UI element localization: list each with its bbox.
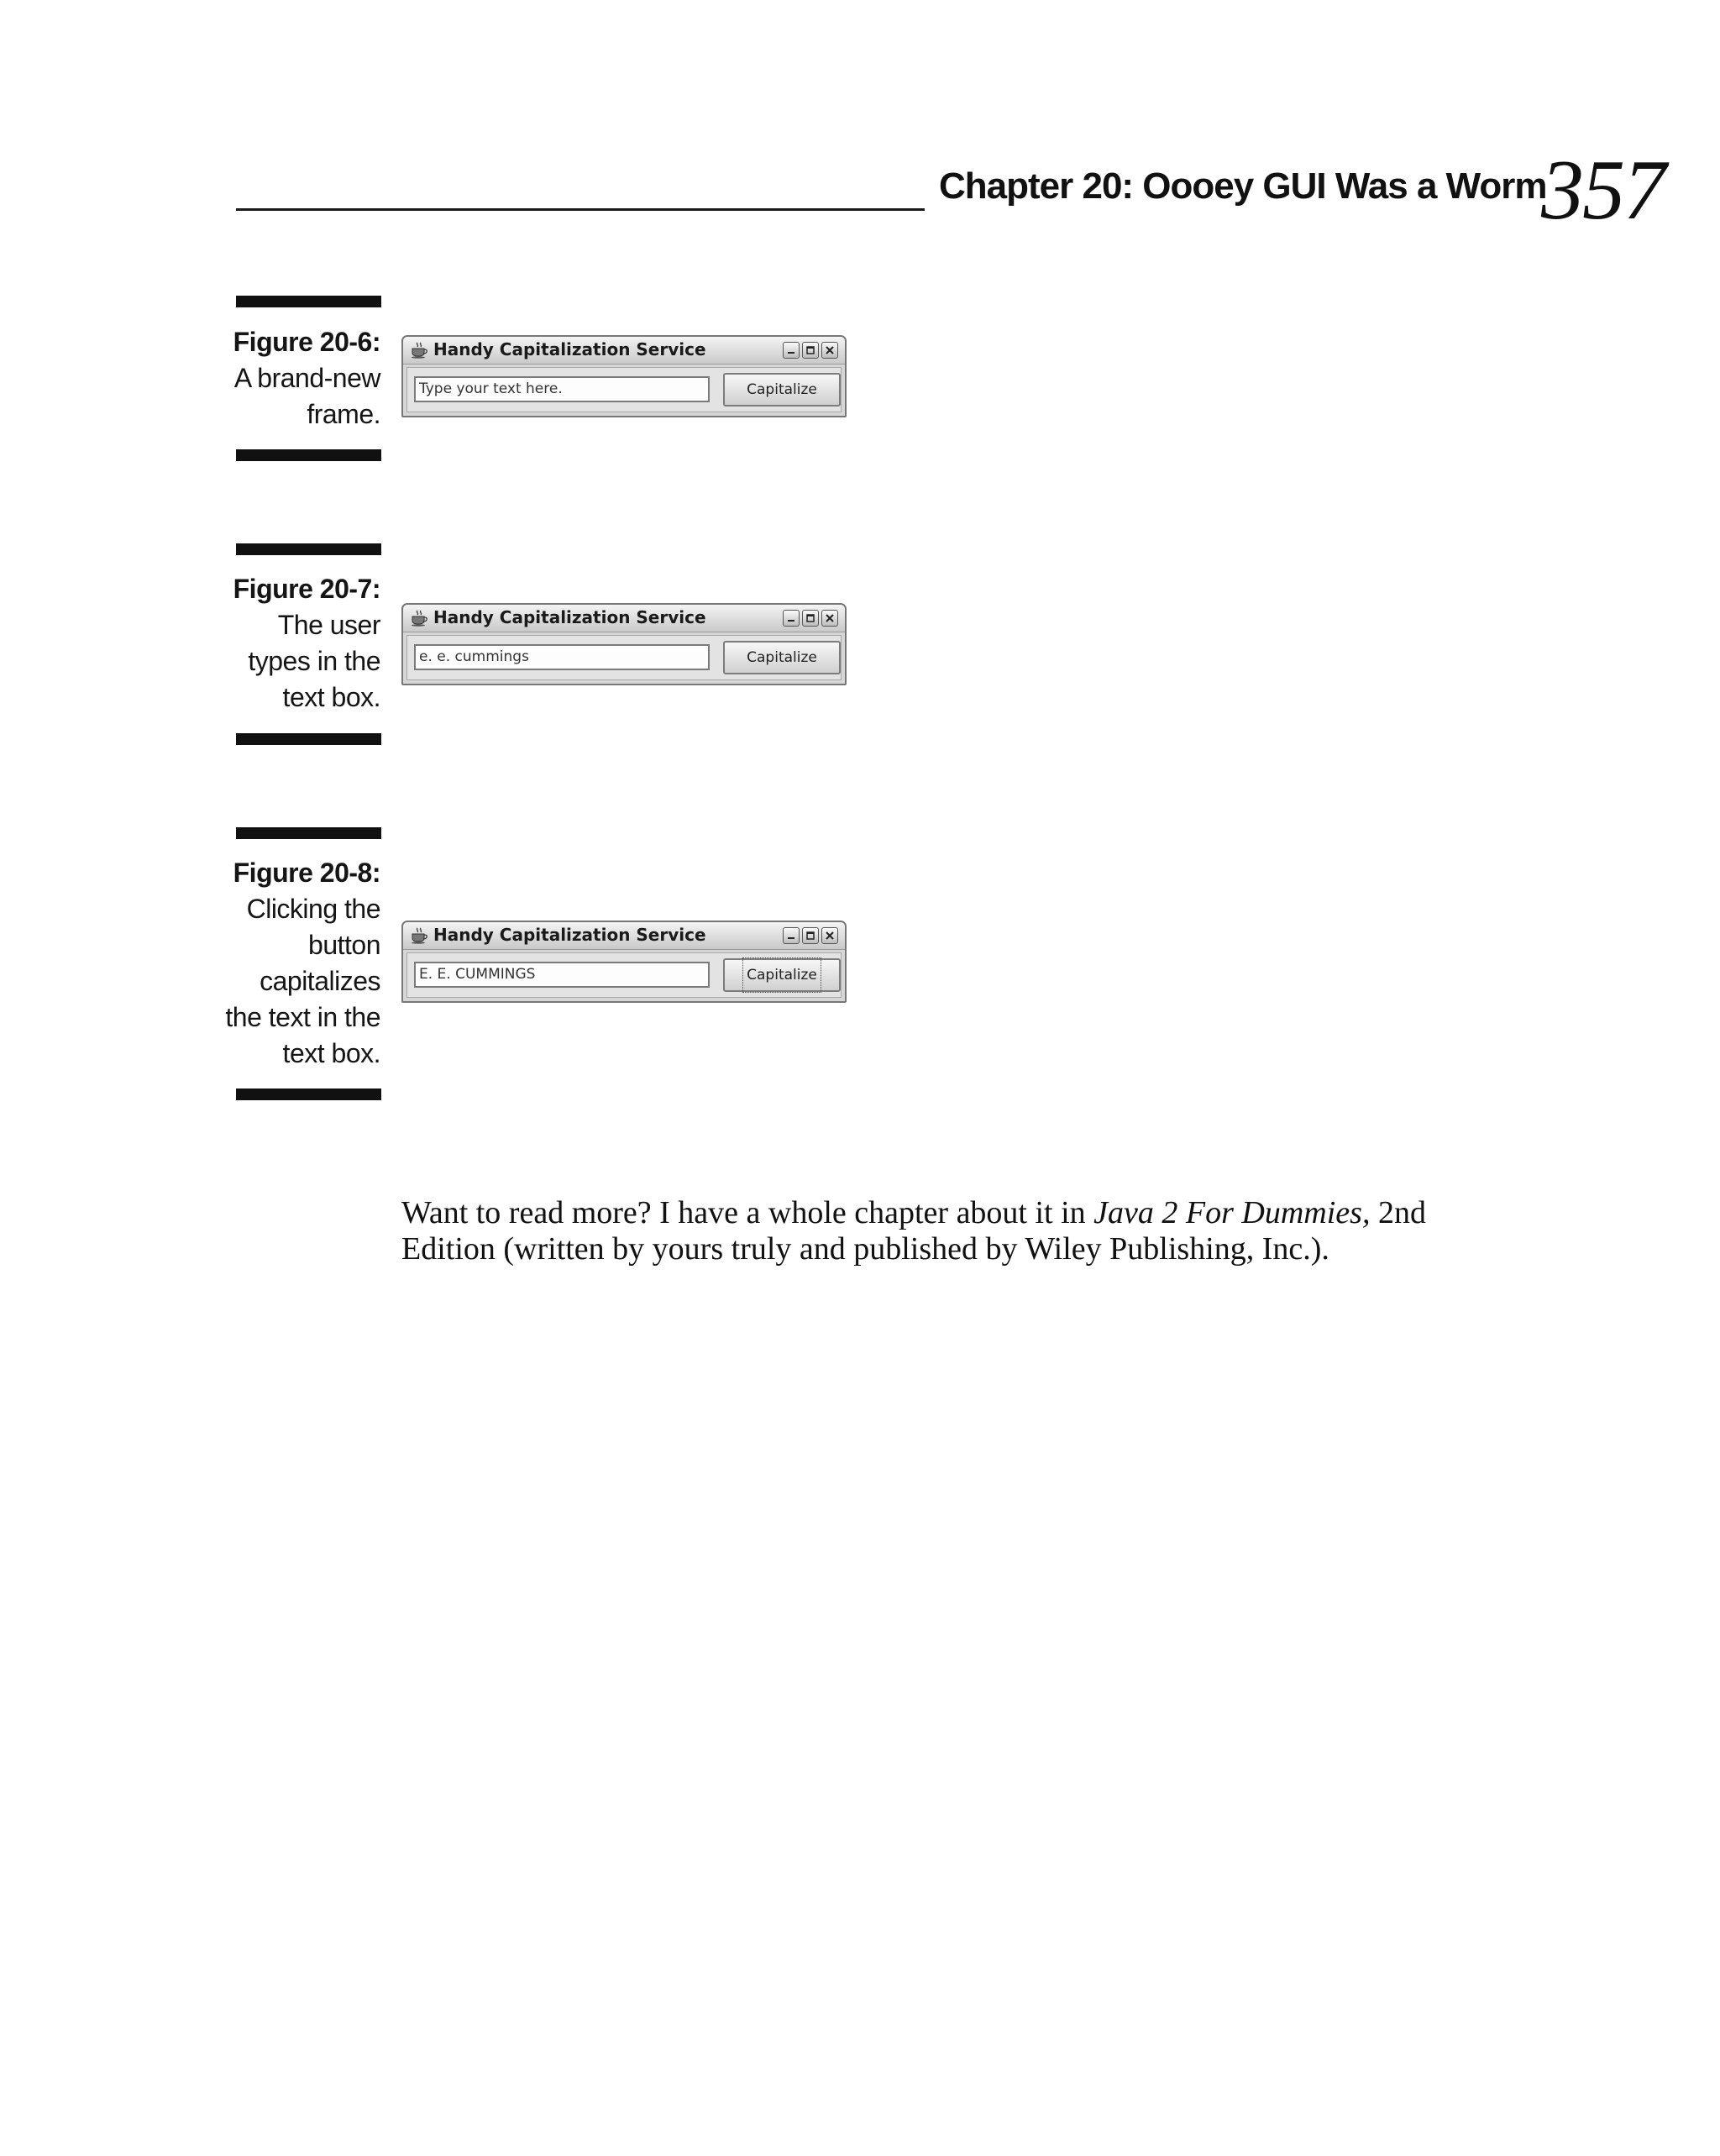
window-titlebar[interactable]: [403, 337, 845, 365]
minimize-icon: [785, 612, 797, 624]
capitalize-button[interactable]: [723, 641, 841, 674]
minimize-button[interactable]: [783, 927, 800, 944]
minimize-icon: [785, 930, 797, 942]
close-icon: [824, 612, 836, 624]
page-number: 357: [1541, 143, 1665, 238]
capitalize-button-label: Capitalize: [745, 960, 819, 990]
java-coffee-cup-icon: [410, 342, 428, 359]
maximize-icon: [805, 930, 816, 942]
figure-caption: [218, 324, 380, 433]
header-rule: [236, 208, 925, 211]
figure-top-bar: [236, 827, 381, 839]
figure-caption-text: A brand-new frame.: [233, 363, 380, 429]
body-paragraph: [401, 1195, 1527, 1267]
capitalize-button[interactable]: [723, 373, 841, 407]
minimize-button[interactable]: [783, 610, 800, 627]
close-icon: [824, 344, 836, 356]
figure-top-bar: [236, 543, 381, 555]
figure-top-bar: [236, 296, 381, 307]
figure-label: Figure 20-6:: [233, 327, 380, 357]
figure-caption-text: The user types in the text box.: [248, 610, 380, 712]
window-content: [406, 635, 842, 680]
figure-caption-text: Clicking the button capitalizes the text in the text box.: [225, 894, 380, 1068]
capitalize-button-label: Capitalize: [747, 649, 817, 666]
app-window: [401, 603, 847, 685]
window-title: Handy Capitalization Service: [433, 925, 706, 945]
app-window: [401, 921, 847, 1003]
text-input[interactable]: e. e. cummings: [414, 644, 710, 670]
text-input[interactable]: Type your text here.: [414, 376, 710, 402]
window-titlebar[interactable]: [403, 605, 845, 632]
window-title: Handy Capitalization Service: [433, 339, 706, 359]
close-button[interactable]: [821, 927, 838, 944]
window-titlebar[interactable]: [403, 922, 845, 950]
figure-caption: [218, 855, 380, 1072]
maximize-icon: [805, 344, 816, 356]
figure-caption: [218, 571, 380, 716]
minimize-button[interactable]: [783, 342, 800, 359]
figure-label: Figure 20-7:: [233, 574, 380, 604]
maximize-button[interactable]: [802, 927, 819, 944]
java-coffee-cup-icon: [410, 927, 428, 944]
close-button[interactable]: [821, 342, 838, 359]
maximize-button[interactable]: [802, 342, 819, 359]
figure-label: Figure 20-8:: [233, 858, 380, 888]
figure-bottom-bar: [236, 449, 381, 461]
body-text-before-title: Want to read more? I have a whole chapter about it in: [401, 1195, 1094, 1230]
maximize-icon: [805, 612, 816, 624]
close-icon: [824, 930, 836, 942]
chapter-title: Chapter 20: Oooey GUI Was a Worm: [939, 165, 1547, 207]
window-title: Handy Capitalization Service: [433, 607, 706, 627]
close-button[interactable]: [821, 610, 838, 627]
book-title: Java 2 For Dummies,: [1093, 1195, 1371, 1230]
capitalize-button-label: Capitalize: [747, 381, 817, 398]
figure-bottom-bar: [236, 733, 381, 745]
minimize-icon: [785, 344, 797, 356]
maximize-button[interactable]: [802, 610, 819, 627]
window-content: [406, 952, 842, 998]
capitalize-button[interactable]: [723, 958, 841, 992]
window-content: [406, 367, 842, 412]
figure-bottom-bar: [236, 1088, 381, 1100]
text-input[interactable]: E. E. CUMMINGS: [414, 962, 710, 988]
app-window: [401, 335, 847, 417]
body-text-after-title: 2nd Edition (written by yours truly and published by Wiley Publishing, Inc.).: [401, 1195, 1426, 1267]
java-coffee-cup-icon: [410, 610, 428, 627]
